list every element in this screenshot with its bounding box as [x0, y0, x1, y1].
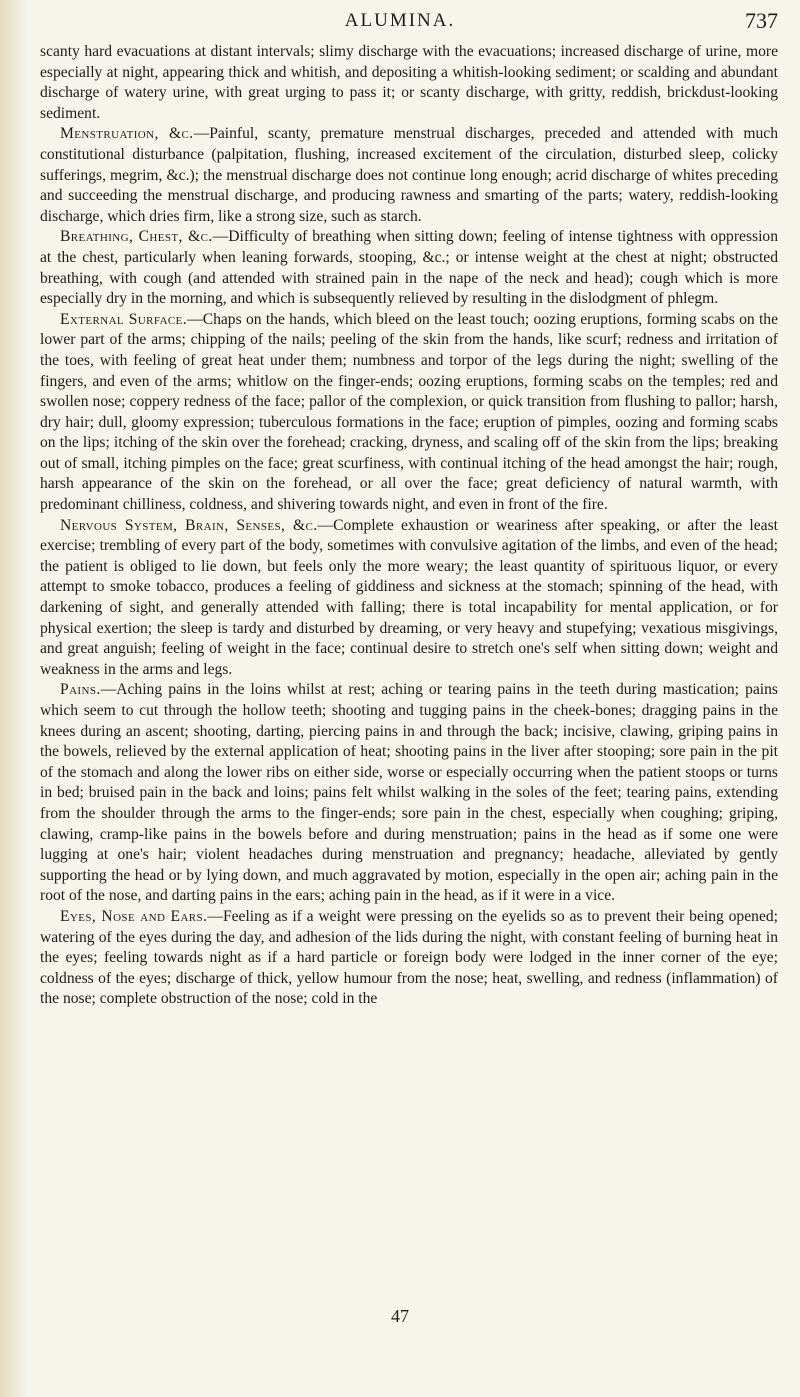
paragraph-breathing — [40, 227, 778, 309]
section-heading: External Surface. — [60, 310, 188, 328]
section-heading: Nervous System, Brain, Senses, &c. — [60, 516, 318, 534]
paragraph-external-surface — [40, 310, 778, 516]
section-heading: Breathing, Chest, &c. — [60, 228, 213, 246]
paragraph-text: —Chaps on the hands, which bleed on the least touch; oozing eruptions, forming scabs on the lower part of the arms; chipping of the nails; peeling of the skin from the hands, like scurf; redness and irritation of the toes, with feeling of great heat under them; numbness and torpor of the legs during the night; swelling of the fingers, and even of the arms; whitlow on the finger-ends; oozing eruptions, forming scabs on the temples; red and swollen nose; coppery redness of the face; pallor of the complexion, or quick transition from flushing to pallor; harsh, dry hair; dull, gloomy expression; tuberculous formations in the face; eruption of pimples, oozing and forming scabs on the lips; itching of the skin over the forehead; cracking, dryness, and scaling off of the skin from the lips; breaking out of small, itching pimples on the face; great scurfiness, with continual itching of the head amongst the hair; rough, harsh appearance of the skin on the forehead, or all over the face; great deficiency of natural warmth, with predominant chilliness, coldness, and shivering towards night, and even in front of the fire. — [40, 310, 778, 514]
paragraph-text: —Painful, scanty, premature menstrual discharges, preceded and attended with much constitutional disturbance (palpitation, flushing, increased excitement of the circulation, disturbed sleep, colicky sufferings, megrim, &c.); the menstrual discharge does not continue long enough; acrid discharge of whites preceding and succeeding the menstrual discharge, and producing rawness and smarting of the parts; watery, reddish-looking discharge, which dries firm, like a strong size, such as starch. — [40, 125, 778, 225]
page-spine-shadow — [0, 0, 28, 1397]
section-heading: Eyes, Nose and Ears. — [60, 907, 208, 925]
paragraph-urine — [40, 42, 778, 124]
paragraph-text: —Aching pains in the loins whilst at rest; aching or tearing pains in the teeth during mastication; pains which seem to cut through the hollow teeth; shooting and tugging pains in the cheek-bones; dragging pains in the knees during an ascent; shooting, darting, piercing pains in and through the back; incisive, clawing, griping pains in the bowels, relieved by the external application of heat; shooting pains in the liver after stooping; sore pain in the pit of the stomach and along the lower ribs on either side, worse or especially occurring when the patient stoops or turns in bed; bruised pain in the back and loins; pains felt whilst walking in the soles of the feet; tearing pains, extending from the shoulder through the arms to the finger-ends; sore pain in the chest, especially when coughing; griping, clawing, cramp-like pains in the bowels before and during menstruation; pains in the head as if some one were lugging at one's hair; violent headaches during menstruation and pregnancy; headache, alleviated by gently supporting the head or by lying down, and much aggravated by motion, especially in the open air; aching pain in the root of the nose, and darting pains in the ears; aching pain in the head, as if it were in a vice. — [40, 681, 778, 905]
paragraph-text: —Complete exhaustion or weariness after speaking, or after the least exercise; trembling of every part of the body, sometimes with convulsive agitation of the limbs, and even of the head; the patient is obliged to lie down, but feels only the more weary; the least quantity of spirituous liquor, or every attempt to smoke tobacco, produces a feeling of giddiness and sickness at the stomach; spinning of the head, with darkening of sight, and generally attended with falling; there is total incapability for mental application, or for physical exertion; the sleep is tardy and disturbed by dreaming, or very heavy and stupefying; vexatious misgivings, and great anguish; feeling of weight in the face; continual desire to stretch one's self when sitting down; weight and weakness in the arms and legs. — [40, 516, 778, 678]
section-heading: Menstruation, &c. — [60, 125, 194, 143]
running-head: ALUMINA. — [344, 10, 456, 31]
paragraph-text: —Feeling as if a weight were pressing on the eyelids so as to prevent their being opened; watering of the eyes during the day, and adhesion of the lids during the night, with constant feeling of burning heat in the eyes; feeling towards night as if a hard particle or foreign body were lodged in the inner corner of the eye; coldness of the eyes; discharge of thick, yellow humour from the nose; heat, swelling, and redness (inflammation) of the nose; complete obstruction of the nose; cold in the — [40, 907, 778, 1008]
paragraph-pains — [40, 680, 778, 907]
paragraph-text: —Difficulty of breathing when sitting down; feeling of intense tightness with oppression at the chest, particularly when leaning forwards, stooping, &c.; or intense weight at the chest at night; obstructed breathing, with cough (and attended with strained pain in the nape of the neck and head); cough which is more especially dry in the morning, and which is subsequently relieved by resulting in the dislodgment of phlegm. — [40, 228, 779, 308]
signature-mark: 47 — [391, 1306, 409, 1326]
page-header — [0, 6, 800, 36]
section-heading: Pains. — [60, 681, 101, 699]
page-number: 737 — [745, 8, 778, 33]
paragraph-text: scanty hard evacuations at distant intervals; slimy discharge with the evacuations; increased discharge of urine, more especially at night, appearing thick and whitish, and depositing a whitish-looking sediment; or scalding and abundant discharge of watery urine, with great urging to pass it; or scanty discharge, with gritty, reddish, brickdust-looking sediment. — [40, 43, 778, 122]
paragraph-eyes-nose-ears — [40, 907, 778, 1010]
paragraph-menstruation — [40, 124, 778, 227]
paragraph-nervous-system — [40, 516, 778, 681]
body-text — [40, 42, 778, 1010]
